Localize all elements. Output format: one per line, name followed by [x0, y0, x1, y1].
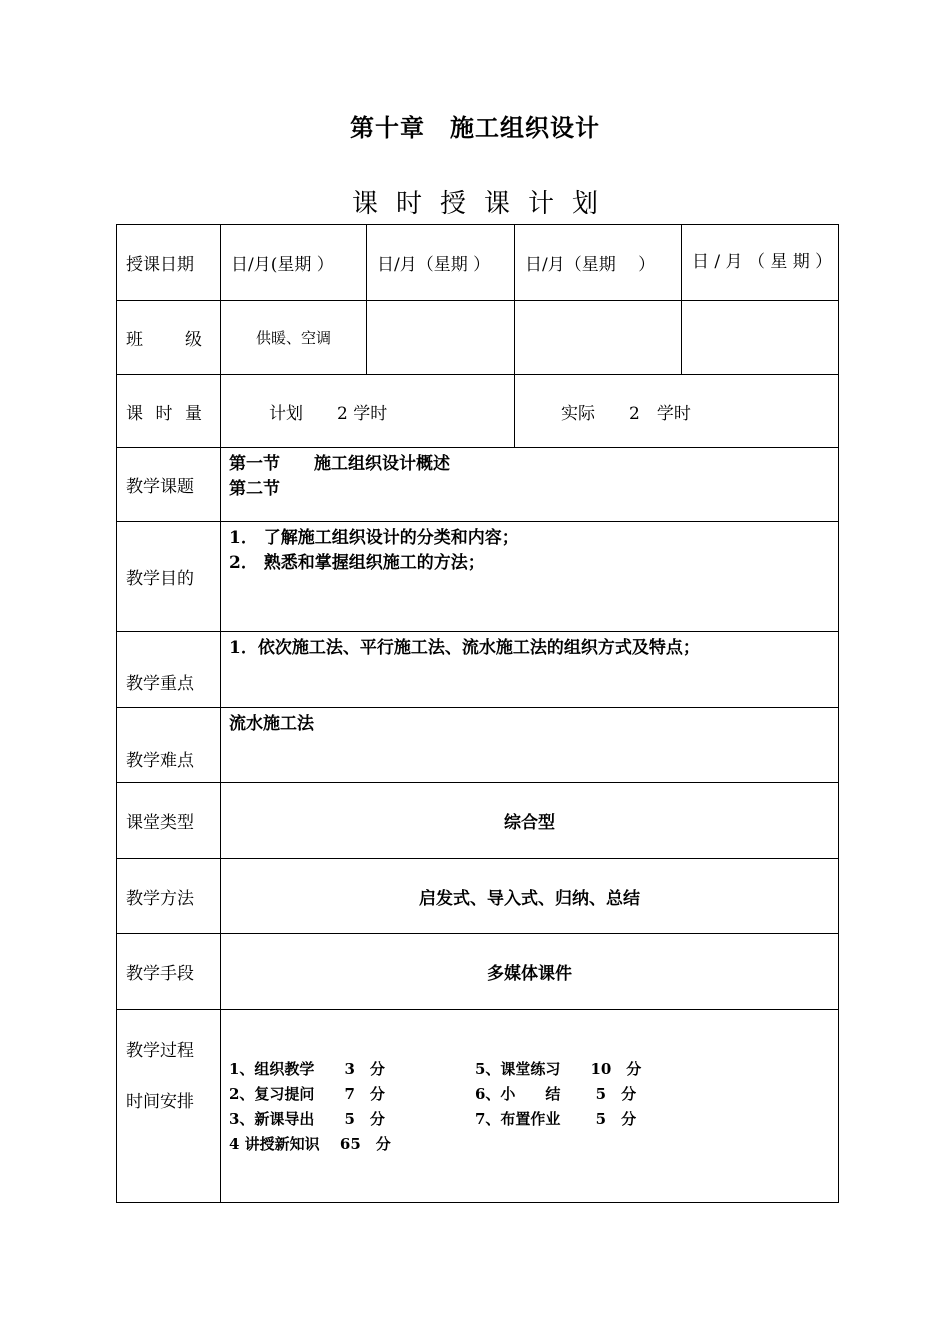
hours-label-c: 量	[185, 403, 202, 424]
hours-row	[117, 375, 839, 448]
topic-line-2: 第二节	[229, 479, 280, 499]
process-item: 7、布置作业 5 分	[475, 1110, 637, 1128]
hours-actual: 实际 2 学时	[515, 375, 839, 448]
key-value	[221, 632, 839, 708]
topic-row	[117, 448, 839, 522]
date-row	[117, 225, 839, 301]
means-label: 教学手段	[117, 934, 221, 1010]
chapter-title: 第十章 施工组织设计	[350, 113, 600, 142]
topic-line-1: 第一节 施工组织设计概述	[229, 454, 450, 474]
class-label-a: 班	[126, 330, 143, 350]
class-label	[117, 301, 221, 375]
process-item: 1、组织教学 3 分	[229, 1060, 385, 1078]
class-label-b: 级	[185, 330, 202, 350]
means-value: 多媒体课件	[221, 934, 839, 1010]
difficulty-line: 流水施工法	[229, 714, 314, 734]
process-grid	[221, 1057, 838, 1157]
hours-label-b: 时	[155, 403, 173, 424]
process-item: 5、课堂练习 10 分	[475, 1060, 642, 1078]
method-label: 教学方法	[117, 859, 221, 934]
process-label-1: 教学过程	[126, 1041, 194, 1061]
process-row	[117, 1010, 839, 1203]
key-line-1: 1．依次施工法、平行施工法、流水施工法的组织方式及特点；	[229, 638, 700, 658]
hours-plan: 计划 2 学时	[221, 375, 515, 448]
hours-label	[117, 375, 221, 448]
process-item: 2、复习提问 7 分	[229, 1085, 385, 1103]
type-value: 综合型	[221, 783, 839, 859]
type-label: 课堂类型	[117, 783, 221, 859]
difficulty-row	[117, 708, 839, 783]
date-cell-4: 日 / 月 （ 星 期 ）	[682, 225, 839, 301]
difficulty-label: 教学难点	[117, 708, 221, 783]
key-label: 教学重点	[117, 632, 221, 708]
process-item: 3、新课导出 5 分	[229, 1110, 385, 1128]
plan-title: 课时授课计划	[351, 189, 616, 219]
goal-label: 教学目的	[117, 522, 221, 632]
class-row	[117, 301, 839, 375]
topic-value	[221, 448, 839, 522]
topic-label: 教学课题	[117, 448, 221, 522]
class-empty-3	[515, 301, 682, 375]
date-cell-1: 日/月(星期 ）	[221, 225, 367, 301]
process-label	[117, 1010, 221, 1203]
key-row	[117, 632, 839, 708]
date-label: 授课日期	[117, 225, 221, 301]
goal-line-1: 1． 了解施工组织设计的分类和内容；	[229, 528, 519, 548]
date-cell-3: 日/月（星期 ）	[515, 225, 682, 301]
process-item: 4 讲授新知识 65 分	[229, 1135, 391, 1153]
process-label-2: 时间安排	[126, 1092, 194, 1112]
hours-label-a: 课	[126, 403, 143, 424]
date-cell-2: 日/月（星期 ）	[367, 225, 515, 301]
class-empty-2	[367, 301, 515, 375]
goal-value	[221, 522, 839, 632]
class-value: 供暖、空调	[221, 301, 367, 375]
difficulty-value	[221, 708, 839, 783]
class-empty-4	[682, 301, 839, 375]
process-value	[221, 1010, 839, 1203]
lesson-plan-table	[116, 224, 839, 1203]
process-item-empty	[475, 1132, 675, 1157]
goal-line-2: 2． 熟悉和掌握组织施工的方法；	[229, 553, 485, 573]
method-value: 启发式、导入式、归纳、总结	[221, 859, 839, 934]
method-row	[117, 859, 839, 934]
means-row	[117, 934, 839, 1010]
process-item: 6、小 结 5 分	[475, 1085, 637, 1103]
goal-row	[117, 522, 839, 632]
type-row	[117, 783, 839, 859]
